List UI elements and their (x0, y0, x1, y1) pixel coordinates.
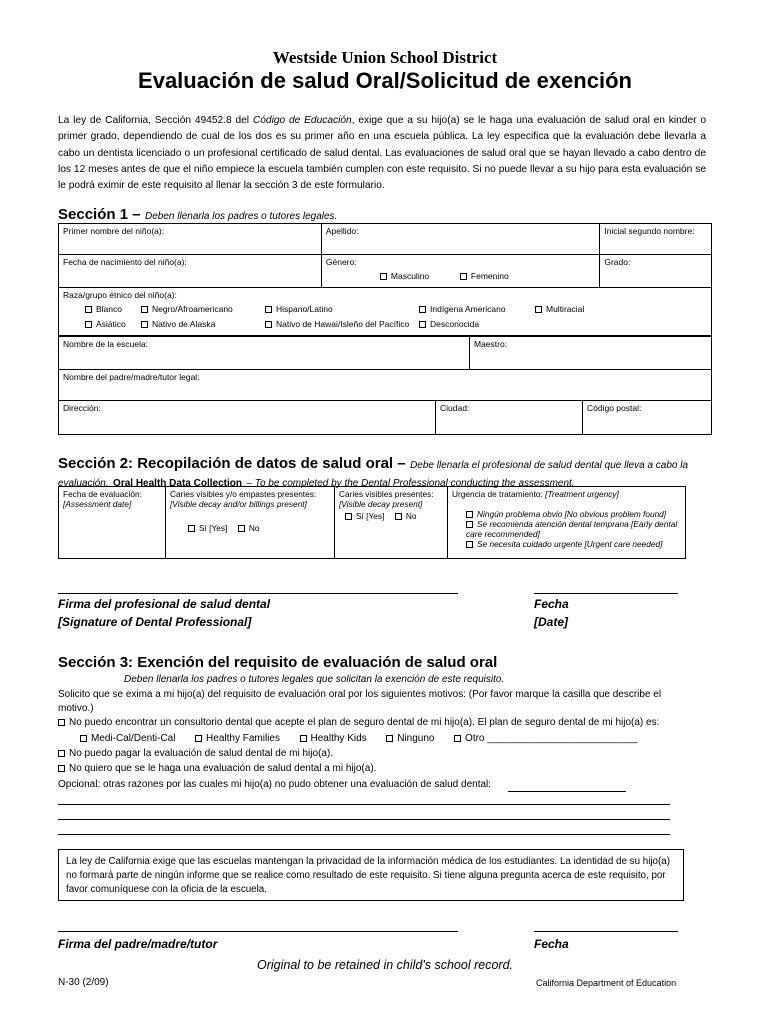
section1-subheading: Deben llenarla los padres o tutores legales. (145, 211, 338, 222)
section2-sub-es: Debe llenarla el profesional de salud dental que lleva a cabo la evaluación. (58, 460, 689, 489)
reason1-checkbox[interactable] (58, 719, 65, 726)
race-black-checkbox[interactable] (141, 306, 148, 313)
intro-part2: , exige que a su hijo(a) se le haga una evaluación de salud oral en kinder o primer grado, dependiendo de cual de los dos es su primer año en una escuela pública. La ley especifica que la evaluación debe llevarla a cabo un dentista licenciado o un profesional certificado de salud dental. Las evaluaciones de salud oral que se hayan llevado a cabo dentro de los 12 meses antes de que el niño empiece la escuela también cumplen con este requisito. Si no puede llevar a su hijo para esta evaluación se le podrá eximir de este requisito al llenar la sección 3 de este formulario. (58, 115, 706, 192)
parent-date-line[interactable] (534, 931, 678, 932)
urgency-urgent-checkbox[interactable] (466, 541, 473, 548)
reason2-row: No puedo pagar la evaluación de salud dental de mi hijo(a). (58, 748, 333, 759)
section1-heading-wrap (58, 206, 337, 224)
first-name-field[interactable]: Primer nombre del niño(a): (59, 224, 322, 255)
section1-table-4 (58, 400, 712, 435)
fillings-no-checkbox[interactable] (238, 525, 245, 532)
section3-subheading: Deben llenarla los padres o tutores legales que solicitan la exención de este requisito. (124, 674, 505, 685)
race-multiracial-checkbox[interactable] (535, 306, 542, 313)
male-label: Masculino (390, 271, 430, 281)
department-name: California Department of Education (536, 978, 677, 988)
race-unknown-checkbox[interactable] (419, 321, 426, 328)
section1-heading: Sección 1 – (58, 206, 141, 223)
parent-signature-label: Firma del padre/madre/tutor (58, 937, 218, 951)
decay-yes-checkbox[interactable] (345, 513, 352, 520)
male-checkbox[interactable] (380, 273, 387, 280)
optional-line-1[interactable] (58, 804, 670, 805)
dental-signature-label-en: [Signature of Dental Professional] (58, 615, 252, 629)
teacher-field[interactable]: Maestro: (470, 337, 712, 370)
address-field[interactable]: Dirección: (59, 401, 436, 435)
form-number: N-30 (2/09) (58, 977, 109, 988)
decay-no-checkbox[interactable] (395, 513, 402, 520)
race-field: Raza/grupo étnico del niño(a): Blanco Negro/Afroamericano Hispano/Latino Indígena Americano Multiracial Asiático Nativo de Alaska Nativo de Hawai/Isleño del Pacífico Desconocida (59, 288, 712, 336)
optional-line-3[interactable] (58, 834, 670, 835)
reason2-checkbox[interactable] (58, 750, 65, 757)
school-field[interactable]: Nombre de la escuela: (59, 337, 470, 370)
grade-field[interactable]: Grado: (600, 255, 712, 288)
reason1-label: No puedo encontrar un consultorio dental que acepte el plan de seguro dental de mi hijo(a). El plan de seguro dental de mi hijo(a) es: (69, 717, 660, 728)
dental-date-line[interactable] (534, 593, 678, 594)
plan-other-checkbox[interactable] (454, 735, 461, 742)
intro-part1: La ley de California, Sección 49452.8 del (58, 115, 253, 126)
optional-line-0[interactable] (508, 791, 626, 792)
visible-decay-fillings-field: Caries visibles y/o empastes presentes: [Visible decay and/or billings present] Sí [Yes] No (166, 487, 335, 559)
treatment-urgency-field: Urgencia de tratamiento: [Treatment urgency] Ningún problema obvio [No obvious problem found] Se recomienda atención dental temprana [Early dental care recommended] Se necesita cuidado urgente [Urgent care needed] (448, 487, 686, 559)
section2-sub-en: – To be completed by the Dental Professional conducting the assessment. (246, 478, 575, 489)
race-alaska-checkbox[interactable] (141, 321, 148, 328)
section2-sub-en-bold: Oral Health Data Collection (113, 478, 242, 489)
section1-table-2 (58, 336, 712, 370)
intro-code: Código de Educación (252, 115, 352, 126)
gender-field: Género: Masculino Femenino (321, 255, 599, 288)
section3-request: Solicito que se exima a mi hijo(a) del requisito de evaluación oral por los siguientes motivos: (Por favor marque la casilla que describe el motivo.) (58, 689, 662, 714)
female-checkbox[interactable] (460, 273, 467, 280)
retain-notice: Original to be retained in child's school record. (257, 958, 513, 972)
urgency-early-checkbox[interactable] (466, 521, 473, 528)
urgency-none-checkbox[interactable] (466, 511, 473, 518)
race-white-checkbox[interactable] (85, 306, 92, 313)
female-label: Femenino (470, 271, 509, 281)
parent-field[interactable]: Nombre del padre/madre/tutor legal: (59, 370, 712, 401)
dental-date-label-en: [Date] (534, 615, 569, 629)
page-title: Evaluación de salud Oral/Solicitud de exención (138, 68, 632, 93)
optional-line-2[interactable] (58, 819, 670, 820)
privacy-notice: La ley de California exige que las escuelas mantengan la privacidad de la información médica de los estudiantes. La identidad de su hijo(a) no formará parte de ningún informe que se realice como resultado de este requisito. Si tiene alguna pregunta acerca de este requisito, por favor comuníquese con la oficia de la escuela. (66, 856, 670, 895)
plan-none-checkbox[interactable] (386, 735, 393, 742)
plan-medical-checkbox[interactable] (80, 735, 87, 742)
section2-table (58, 486, 686, 559)
last-name-field[interactable]: Apellido: (321, 224, 599, 255)
parent-date-label: Fecha (534, 937, 569, 951)
race-asian-checkbox[interactable] (85, 321, 92, 328)
section1-table (58, 223, 712, 336)
dental-signature-line[interactable] (58, 593, 458, 594)
plan-options-row: Medi-Cal/Denti-Cal Healthy Families Healthy Kids Ninguno Otro ___________________________ (80, 733, 637, 744)
plan-healthy-families-checkbox[interactable] (195, 735, 202, 742)
reason3-checkbox[interactable] (58, 765, 65, 772)
zip-field[interactable]: Código postal: (583, 401, 712, 435)
dental-signature-label: Firma del profesional de salud dental (58, 597, 271, 611)
race-hispanic-checkbox[interactable] (265, 306, 272, 313)
visible-decay-field: Caries visibles presentes: [Visible decay present] Sí [Yes] No (335, 487, 448, 559)
section3-heading: Sección 3: Exención del requisito de evaluación de salud oral (58, 654, 498, 671)
race-native-american-checkbox[interactable] (419, 306, 426, 313)
race-label: Raza/grupo étnico del niño(a): (63, 290, 177, 300)
optional-reasons-label: Opcional: otras razones por las cuales mi hijo(a) no pudo obtener una evaluación de salud dental: (58, 779, 492, 790)
plan-healthy-kids-checkbox[interactable] (300, 735, 307, 742)
intro-paragraph (58, 113, 706, 194)
dob-field[interactable]: Fecha de nacimiento del niño(a): (59, 255, 322, 288)
reason1-row (58, 717, 659, 728)
assessment-date-field[interactable]: Fecha de evaluación: [Assessment date] (59, 487, 166, 559)
district-name: Westside Union School District (272, 48, 498, 67)
initial-field[interactable]: Inicial segundo nombre: (600, 224, 712, 255)
section1-table-3 (58, 369, 712, 401)
section2-heading: Sección 2: Recopilación de datos de salud oral – (58, 455, 406, 472)
reason3-row: No quiero que se le haga una evaluación de salud dental a mi hijo(a). (58, 763, 376, 774)
race-hawaiian-checkbox[interactable] (265, 321, 272, 328)
privacy-notice-box (58, 849, 684, 901)
city-field[interactable]: Ciudad: (436, 401, 583, 435)
fillings-yes-checkbox[interactable] (188, 525, 195, 532)
dental-date-label: Fecha (534, 597, 569, 611)
parent-signature-line[interactable] (58, 931, 458, 932)
